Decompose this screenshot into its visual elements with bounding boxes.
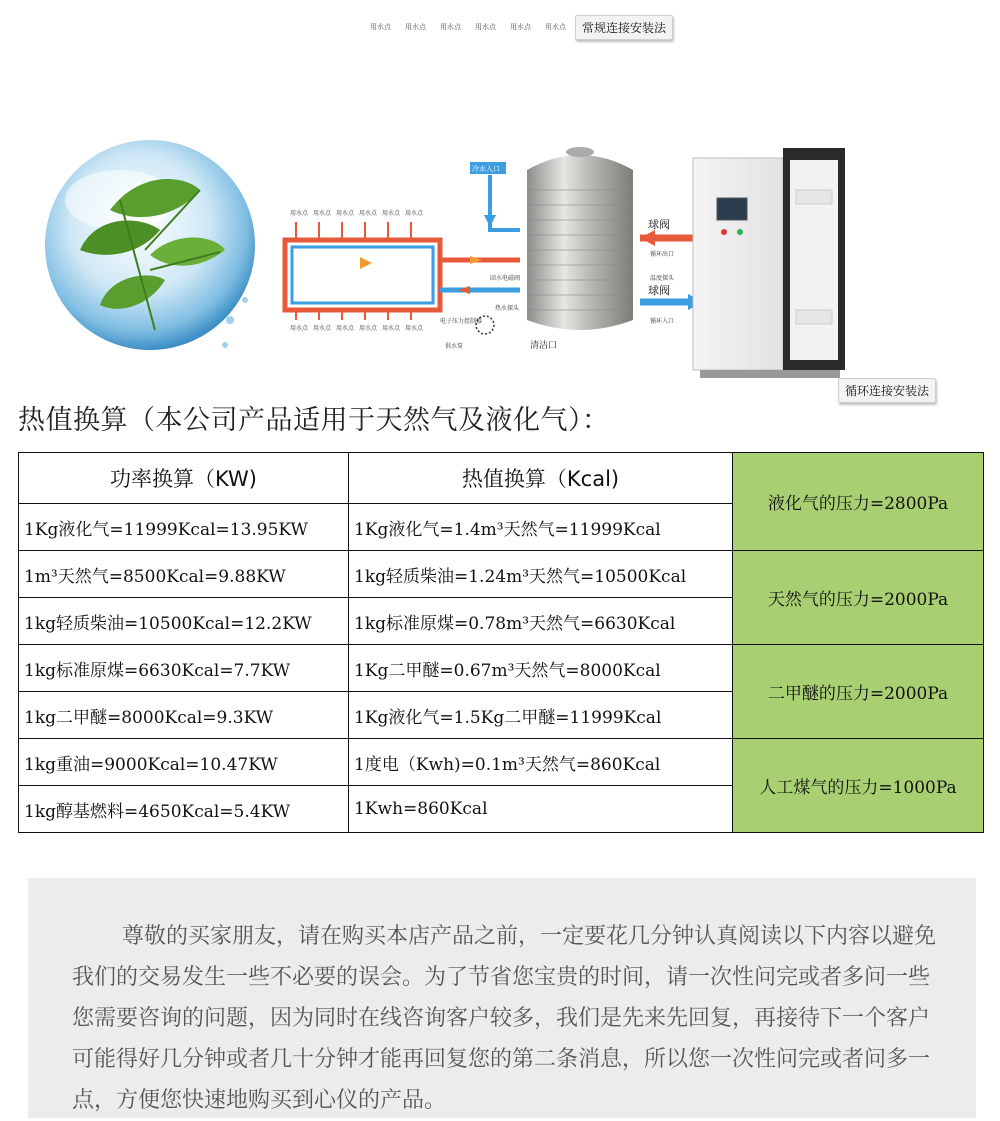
pressure-controller-label: 电子压力控制器 — [440, 318, 483, 325]
heat-cell: 1Kwh=860Kcal — [349, 786, 733, 833]
heat-cell: 1kg标准原煤=0.78m³天然气=6630Kcal — [349, 598, 733, 645]
top-water-point-label: 用水点 — [475, 23, 496, 31]
water-point-label: 用水点 — [405, 210, 424, 217]
ball-valve-label: 球阀 — [648, 284, 670, 297]
hot-water-head-label: 热水探头 — [495, 305, 520, 312]
top-water-points — [370, 22, 566, 32]
heat-cell: 1Kg二甲醚=0.67m³天然气=8000Kcal — [349, 645, 733, 692]
power-cell: 1kg轻质柴油=10500Kcal=12.2KW — [19, 598, 349, 645]
water-point-label: 用水点 — [359, 210, 378, 217]
table-row — [19, 645, 984, 692]
buyer-notice-panel — [28, 878, 976, 1118]
flow-arrow-icon — [458, 286, 470, 294]
buyer-notice-text: 尊敬的买家朋友，请在购买本店产品之前，一定要花几分钟认真阅读以下内容以避免我们的交易发生一些不必要的误会。为了节省您宝贵的时间，请一次性问完或者多问一些您需要咨询的问题，因为同时在线咨询客户较多，我们是先来先回复，再接待下一个客户可能得好几分钟或者几十分钟才能再回复您的第二条消息，所以您一次性问完或者问多一点，方便您快速地购买到心仪的产品。 — [72, 924, 937, 1113]
water-point-label: 用水点 — [405, 325, 424, 332]
supply-pump-label: 供水泵 — [445, 343, 464, 350]
circulation-install-label: 循环连接安装法 — [838, 378, 936, 403]
pressure-cell: 二甲醚的压力=2000Pa — [733, 645, 984, 739]
top-water-point-label: 用水点 — [405, 23, 426, 31]
drop-lines — [296, 222, 411, 320]
power-cell: 1kg标准原煤=6630Kcal=7.7KW — [19, 645, 349, 692]
pressure-cell: 天然气的压力=2000Pa — [733, 551, 984, 645]
header-power: 功率换算（KW) — [19, 453, 349, 504]
power-cell: 1kg醇基燃料=4650Kcal=5.4KW — [19, 786, 349, 833]
water-point-label: 用水点 — [359, 325, 378, 332]
pipe-loop — [285, 175, 520, 310]
installation-diagram — [0, 130, 1000, 400]
recovery-valve-label: 回水电磁阀 — [490, 275, 521, 282]
power-cell: 1kg重油=9000Kcal=10.47KW — [19, 739, 349, 786]
table-row — [19, 739, 984, 786]
heat-conversion-heading: 热值换算（本公司产品适用于天然气及液化气）： — [18, 405, 610, 436]
circulation-outlet-label: 循环出口 — [650, 251, 675, 258]
water-point-label: 用水点 — [382, 210, 401, 217]
flow-arrow-icon — [484, 215, 496, 227]
water-point-label: 用水点 — [313, 210, 332, 217]
ball-valve-label: 球阀 — [648, 218, 670, 231]
clean-outlet-label: 清洁口 — [530, 341, 558, 351]
diagram-svg — [0, 130, 1000, 400]
power-cell: 1kg二甲醚=8000Kcal=9.3KW — [19, 692, 349, 739]
heat-cell: 1Kg液化气=1.4m³天然气=11999Kcal — [349, 504, 733, 551]
heat-cell: 1Kg液化气=1.5Kg二甲醚=11999Kcal — [349, 692, 733, 739]
top-water-point-label: 用水点 — [510, 23, 531, 31]
pressure-cell: 液化气的压力=2800Pa — [733, 453, 984, 551]
water-point-label: 用水点 — [336, 325, 355, 332]
water-tank-icon — [527, 147, 633, 330]
top-water-point-label: 用水点 — [440, 23, 461, 31]
conversion-table — [18, 452, 984, 833]
water-bubble-icon — [45, 140, 255, 350]
water-point-label: 用水点 — [290, 325, 309, 332]
water-point-label: 用水点 — [290, 210, 309, 217]
water-point-label: 用水点 — [382, 325, 401, 332]
top-water-point-label: 用水点 — [545, 23, 566, 31]
table-header-row — [19, 453, 984, 504]
circulation-inlet-label: 循环入口 — [650, 318, 675, 325]
power-cell: 1m³天然气=8500Kcal=9.88KW — [19, 551, 349, 598]
table-row — [19, 551, 984, 598]
heat-cell: 1度电（Kwh)=0.1m³天然气=860Kcal — [349, 739, 733, 786]
flow-arrow-icon — [360, 257, 372, 269]
flow-arrow-icon — [470, 256, 482, 264]
power-cell: 1Kg液化气=11999Kcal=13.95KW — [19, 504, 349, 551]
pressure-cell: 人工煤气的压力=1000Pa — [733, 739, 984, 833]
temp-probe-label: 温度探头 — [650, 275, 675, 282]
top-water-point-label: 用水点 — [370, 23, 391, 31]
conventional-install-label: 常规连接安装法 — [575, 15, 673, 40]
cold-water-inlet-label: 冷水入口 — [472, 165, 500, 173]
heat-cell: 1kg轻质柴油=1.24m³天然气=10500Kcal — [349, 551, 733, 598]
boiler-cabinet-icon — [693, 148, 845, 378]
water-point-label: 用水点 — [336, 210, 355, 217]
header-heat: 热值换算（Kcal) — [349, 453, 733, 504]
water-point-label: 用水点 — [313, 325, 332, 332]
